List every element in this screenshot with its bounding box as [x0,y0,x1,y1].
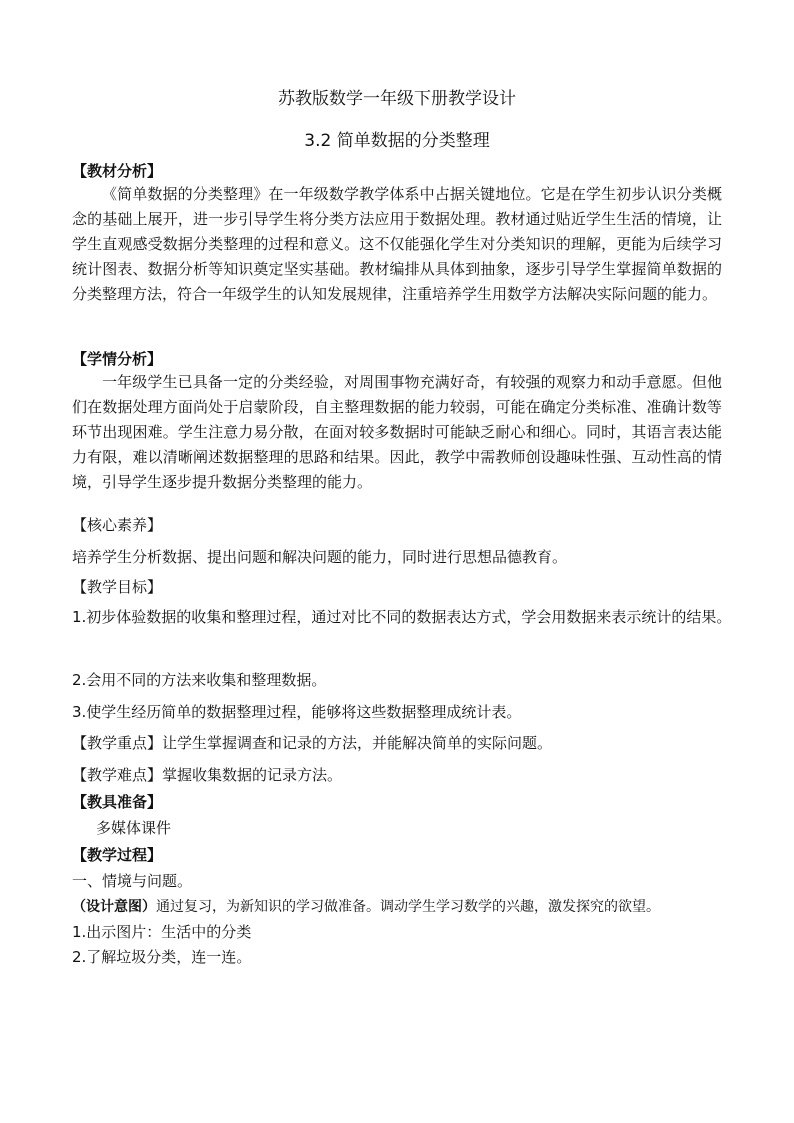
tools-heading: 【教具准备】 [72,793,163,811]
design-intent-text: 通过复习，为新知识的学习做准备。调动学生学习数学的兴趣，激发探究的欲望。 [156,899,660,915]
tools-text: 多媒体课件 [96,819,172,837]
document-subtitle: 3.2 简单数据的分类整理 [304,131,490,151]
goal-item-2: 2.会用不同的方法来收集和整理数据。 [72,671,327,689]
difficult-point-text: 掌握收集数据的记录方法。 [162,766,343,784]
key-point-text: 让学生掌握调查和记录的方法，并能解决简单的实际问题。 [162,734,553,752]
process-heading: 【教学过程】 [72,846,163,864]
design-intent-label: （设计意图） [72,899,156,915]
student-analysis-heading: 【学情分析】 [72,350,163,368]
key-point-label: 【教学重点】 [72,734,163,752]
core-literacy-heading: 【核心素养】 [72,516,163,534]
core-literacy-text: 培养学生分析数据、提出问题和解决问题的能力，同时进行思想品德教育。 [72,548,568,566]
difficult-point-label: 【教学难点】 [72,766,163,784]
step-one-title: 一、情境与问题。 [72,872,193,890]
analysis-paragraph: 《简单数据的分类整理》在一年级数学教学体系中占据关键地位。它是在学生初步认识分类概念的基础上展开，进一步引导学生将分类方法应用于数据处理。教材通过贴近学生生活的情境，让学生直观感受数据分类整理的过程和意义。这不仅能强化学生对分类知识的理解，更能为后续学习统计图表、数据分析等知识奠定坚实基础。教材编排从具体到抽象，逐步引导学生掌握简单数据的分类整理方法，符合一年级学生的认知发展规律，注重培养学生用数学方法解决实际问题的能力。 [72,185,722,303]
key-point-line [72,732,732,753]
goal-item-3: 3.使学生经历简单的数据整理过程，能够将这些数据整理成统计表。 [72,703,522,721]
goal-item-1: 1.初步体验数据的收集和整理过程，通过对比不同的数据表达方式，学会用数据来表示统计的结果。 [72,608,732,626]
process-item-1: 1.出示图片：生活中的分类 [72,923,252,941]
goals-heading: 【教学目标】 [72,578,163,596]
analysis-heading: 【教材分析】 [72,162,163,180]
process-item-2: 2.了解垃圾分类，连一连。 [72,948,252,966]
student-analysis-paragraph: 一年级学生已具备一定的分类经验，对周围事物充满好奇，有较强的观察力和动手意愿。但他们在数据处理方面尚处于启蒙阶段，自主整理数据的能力较弱，可能在确定分类标准、准确计数等环节出现困难。学生注意力易分散，在面对较多数据时可能缺乏耐心和细心。同时，其语言表达能力有限，难以清晰阐述数据整理的思路和结果。因此，教学中需教师创设趣味性强、互动性高的情境，引导学生逐步提升数据分类整理的能力。 [72,373,722,491]
design-intent-line [72,896,732,916]
document-title: 苏教版数学一年级下册教学设计 [278,89,516,109]
difficult-point-line [72,764,732,785]
